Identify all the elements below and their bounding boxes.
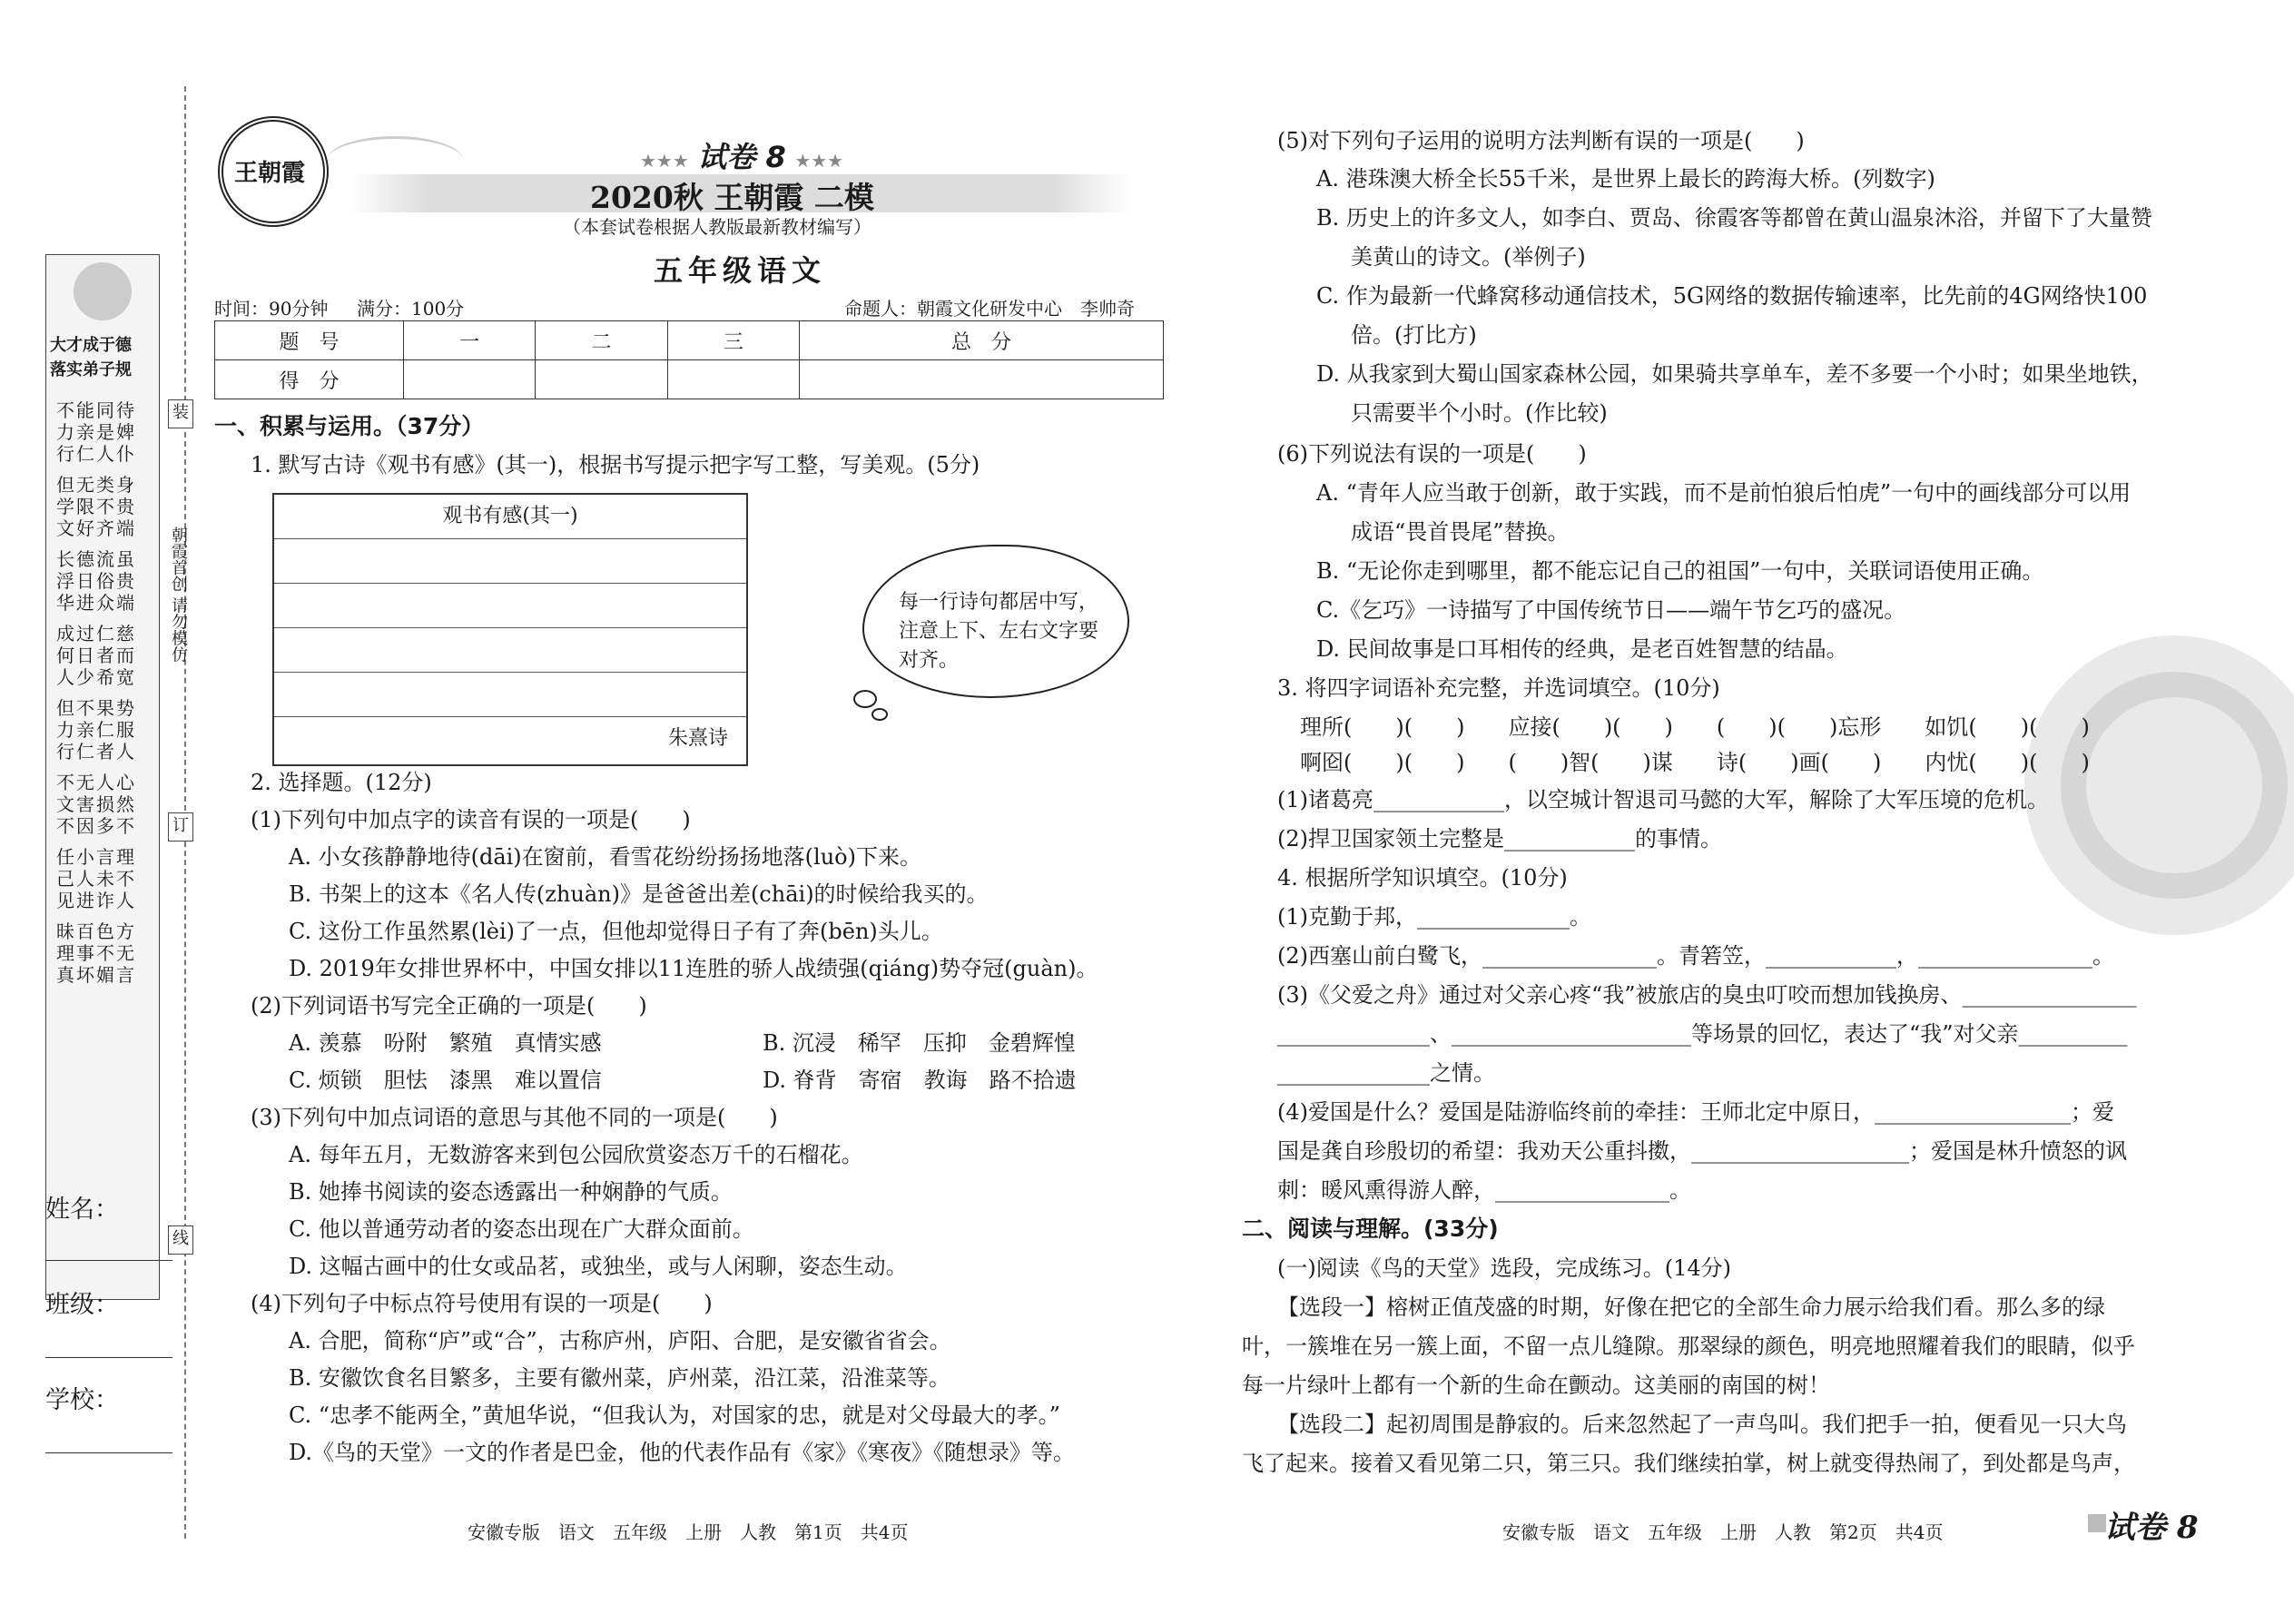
score-cell: 三 [667, 321, 799, 360]
q3-idiom-row-2[interactable]: 啊囵( )( ) ( )智( )谋 诗( )画( ) 内忧( )( ) [1300, 750, 2090, 775]
q5-option-d[interactable]: D. 从我家到大蜀山国家森林公园，如果骑共享单车，差不多要一个小时；如果坐地铁， [1316, 361, 2153, 387]
passage-1-line: 【选段一】榕树正值茂盛的时期，好像在把它的全部生命力展示给我们看。那么多的绿 [1277, 1294, 2105, 1320]
question-3: 3. 将四字词语补充完整，并选词填空。(10分) [1277, 675, 1720, 701]
q5-option-c[interactable]: C. 作为最新一代蜂窝移动通信技术，5G网络的数据传输速率，比先前的4G网络快100 [1316, 283, 2148, 309]
class-field[interactable] [45, 1357, 172, 1358]
q2-3-option-d[interactable]: D. 这幅古画中的仕女或品茗，或独坐，或与人闲聊，姿态生动。 [289, 1254, 908, 1279]
q6-option-d[interactable]: D. 民间故事是口耳相传的经典，是老百姓智慧的结晶。 [1316, 636, 1848, 662]
q4-fill-4-cont[interactable]: 国是龚自珍殷切的希望：我劝天公重抖擞，____________________；爱国是林升愤怒的讽 [1277, 1138, 2127, 1164]
poem-line[interactable] [274, 539, 746, 584]
q5-option-d-cont: 只需要半个小时。(作比较) [1351, 400, 1608, 426]
q4-fill-1[interactable]: (1)克勤于邦，______________。 [1277, 904, 1591, 930]
passage-1-line: 叶，一簇堆在另一簇上面，不留一点儿缝隙。那翠绿的颜色，明亮地照耀着我们的眼睛，似乎 [1242, 1334, 2135, 1359]
poem-writing-box[interactable] [272, 493, 748, 766]
name-label: 姓名： [45, 1196, 119, 1224]
passage-1-line: 每一片绿叶上都有一个新的生命在颤动。这美丽的南国的树！ [1242, 1373, 1830, 1398]
tip-text: 每一行诗句都居中写，注意上下、左右文字要对齐。 [899, 591, 1099, 672]
q6-option-a[interactable]: A. “青年人应当敢于创新，敢于实践，而不是前怕狼后怕虎”一句中的画线部分可以用 [1316, 480, 2132, 506]
motto-1: 大才成于德 [50, 336, 132, 355]
q5-stem: (5)对下列句子运用的说明方法判断有误的一项是( ) [1277, 128, 1805, 153]
q3-idiom-row-1[interactable]: 理所( )( ) 应接( )( ) ( )( )忘形 如饥( )( ) [1300, 714, 2090, 740]
proverb-line: 任小言理 [56, 846, 136, 868]
q2-4-option-b[interactable]: B. 安徽饮食名目繁多，主要有徽州菜，庐州菜，沿江菜，沿淮菜等。 [289, 1365, 950, 1391]
q2-1-option-b[interactable]: B. 书架上的这本《名人传(zhuàn)》是爸爸出差(chāi)的时候给我买的。 [289, 881, 989, 907]
q2-2-option-a[interactable]: A. 羡慕 吩附 繁殖 真情实感 [289, 1030, 602, 1056]
score-cell: 二 [536, 321, 667, 360]
score-cell: 题 号 [215, 321, 404, 360]
q2-1-option-c[interactable]: C. 这份工作虽然累(lèi)了一点，但他却觉得日子有了奔(bēn)头儿。 [289, 919, 943, 944]
full-score: 满分：100分 [357, 298, 465, 320]
q6-option-c[interactable]: C.《乞巧》一诗描写了中国传统节日——端午节乞巧的盛况。 [1316, 597, 1906, 623]
proverb-line: 学限不贵 [56, 496, 136, 517]
poem-title: 观书有感(其一) [274, 495, 746, 539]
author-line: 命题人：朝霞文化研发中心 李帅奇 [844, 298, 1135, 320]
q4-fill-3-end[interactable]: ______________之情。 [1277, 1060, 1495, 1086]
q2-4-option-d[interactable]: D.《鸟的天堂》一文的作者是巴金，他的代表作品有《家》《寒夜》《随想录》等。 [289, 1440, 1076, 1465]
question-4: 4. 根据所学知识填空。(10分) [1277, 865, 1568, 891]
q2-4-stem: (4)下列句子中标点符号使用有误的一项是( ) [251, 1291, 713, 1316]
proverb-line: 文好齐端 [56, 517, 136, 539]
score-input[interactable] [404, 360, 536, 399]
subject-grade: 五年级语文 [654, 253, 827, 288]
proverb-line: 浮日俗贵 [56, 570, 136, 592]
proverb-line: 理事不无 [56, 942, 136, 964]
q2-2-option-d[interactable]: D. 脊背 寄宿 教诲 路不拾遗 [763, 1068, 1077, 1093]
proverb-line: 见进诈人 [56, 890, 136, 911]
q2-1-option-a[interactable]: A. 小女孩静静地待(dāi)在窗前，看雪花纷纷扬扬地落(luò)下来。 [289, 844, 921, 870]
proverb-line: 力亲是婢 [56, 421, 136, 443]
proverb-line: 成过仁慈 [56, 623, 136, 645]
page-tag: 试卷 8 [2104, 1510, 2199, 1546]
proverb-line: 华进众端 [56, 592, 136, 614]
q5-option-a[interactable]: A. 港珠澳大桥全长55千米，是世界上最长的跨海大桥。(列数字) [1316, 166, 1935, 192]
q2-1-stem: (1)下列句中加点字的读音有误的一项是( ) [251, 807, 691, 832]
q3-fill-2[interactable]: (2)捍卫国家领土完整是____________的事情。 [1277, 826, 1722, 851]
q6-option-b[interactable]: B. “无论你走到哪里，都不能忘记自己的祖国”一句中，关联词语使用正确。 [1316, 558, 2044, 584]
score-input[interactable] [536, 360, 667, 399]
proverb-line: 行仁者人 [56, 741, 136, 763]
q4-fill-4[interactable]: (4)爱国是什么？爱国是陆游临终前的牵挂：王师北定中原日，__________________；爱 [1277, 1099, 2114, 1125]
binding-label-1: 装 [168, 399, 193, 428]
q2-2-stem: (2)下列词语书写完全正确的一项是( ) [251, 993, 647, 1019]
q2-1-option-d[interactable]: D. 2019年女排世界杯中，中国女排以11连胜的骄人战绩强(qiáng)势夺冠(guàn)。 [289, 956, 1098, 981]
class-label: 班级： [45, 1291, 119, 1319]
binding-label-2: 订 [168, 812, 193, 842]
logo-seal [218, 116, 329, 227]
q2-3-stem: (3)下列句中加点词语的意思与其他不同的一项是( ) [251, 1105, 778, 1130]
section-2-title: 二、阅读与理解。(33分) [1242, 1216, 1499, 1242]
poem-line[interactable] [274, 673, 746, 717]
proverb-line: 行仁人仆 [56, 443, 136, 465]
reading-1-title: (一)阅读《鸟的天堂》选段，完成练习。(14分) [1277, 1255, 1731, 1281]
q4-fill-4-end[interactable]: 刺：暖风熏得游人醉，________________。 [1277, 1177, 1691, 1203]
binding-label-3: 线 [168, 1225, 193, 1255]
page-tag-marker [2088, 1514, 2106, 1532]
time-limit: 时间：90分钟 [214, 298, 329, 320]
question-2: 2. 选择题。(12分) [251, 770, 432, 795]
poem-line[interactable] [274, 628, 746, 673]
q2-3-option-c[interactable]: C. 他以普通劳动者的姿态出现在广大群众面前。 [289, 1216, 754, 1242]
right-footer: 安徽专版 语文 五年级 上册 人教 第2页 共4页 [1502, 1521, 1944, 1543]
poem-line[interactable] [274, 584, 746, 628]
q6-stem: (6)下列说法有误的一项是( ) [1277, 441, 1587, 467]
proverb-line: 不因多不 [56, 815, 136, 837]
proverb-line: 但不果势 [56, 697, 136, 719]
q5-option-c-cont: 倍。(打比方) [1351, 322, 1477, 348]
cloud-bubble [871, 708, 888, 721]
proverb-line: 不无人心 [56, 772, 136, 793]
proverb-line: 但无类身 [56, 474, 136, 496]
motto-2: 落实弟子规 [50, 360, 132, 379]
name-field[interactable] [45, 1260, 172, 1261]
section-1-title: 一、积累与运用。（37分） [214, 413, 485, 439]
q2-4-option-c[interactable]: C. “忠孝不能两全，”黄旭华说，“但我认为，对国家的忠，就是对父母最大的孝。” [289, 1403, 1060, 1428]
header-stars [640, 134, 843, 176]
passage-2-line: 飞了起来。接着又看见第二只，第三只。我们继续拍掌，树上就变得热闹了，到处都是鸟声， [1242, 1451, 2135, 1476]
score-cell: 总 分 [799, 321, 1163, 360]
q4-fill-3-cont[interactable]: ______________、______________________等场景的回忆，表达了“我”对父亲__________ [1277, 1021, 2128, 1047]
left-footer: 安徽专版 语文 五年级 上册 人教 第1页 共4页 [468, 1521, 909, 1543]
score-header-row [215, 321, 1164, 360]
stars-left: ★★★ [640, 150, 689, 172]
exam-subtitle: （本套试卷根据人教版最新教材编写） [563, 216, 871, 238]
q3-fill-1[interactable]: (1)诸葛亮____________，以空城计智退司马懿的大军，解除了大军压境的危机。 [1277, 787, 2049, 812]
proverb-line: 真坏媚言 [56, 964, 136, 986]
q2-3-option-b[interactable]: B. 她捧书阅读的姿态透露出一种娴静的气质。 [289, 1179, 733, 1205]
proverb-block [56, 399, 151, 986]
score-value-row [215, 360, 1164, 399]
school-label: 学校： [45, 1386, 119, 1414]
question-1: 1. 默写古诗《观书有感》(其一)，根据书写提示把字写工整，写美观。(5分) [251, 452, 980, 477]
cartoon-icon [74, 262, 132, 320]
q5-option-b[interactable]: B. 历史上的许多文人，如李白、贾岛、徐霞客等都曾在黄山温泉沐浴，并留下了大量赞 [1316, 205, 2152, 231]
q6-option-a-cont: 成语“畏首畏尾”替换。 [1351, 519, 1570, 545]
vertical-note: 朝霞首创 请勿模仿 [169, 527, 188, 663]
proverb-line: 长德流虽 [56, 548, 136, 570]
proverb-line: 己人未不 [56, 868, 136, 890]
score-input[interactable] [799, 360, 1163, 399]
proverb-line: 文害损然 [56, 793, 136, 815]
proverb-line: 力亲仁服 [56, 719, 136, 741]
q4-fill-3[interactable]: (3)《父爱之舟》通过对父亲心疼“我”被旅店的臭虫叮咬而想加钱换房、________________ [1277, 982, 2137, 1008]
score-input[interactable] [667, 360, 799, 399]
q2-2-option-c[interactable]: C. 烦锁 胆怯 漆黑 难以置信 [289, 1068, 602, 1093]
proverb-line: 不能同待 [56, 399, 136, 421]
paper-label: 试卷 8 [697, 140, 786, 174]
passage-2-line: 【选段二】起初周围是静寂的。后来忽然起了一声鸟叫。我们把手一拍，便看见一只大鸟 [1277, 1412, 2127, 1437]
q2-2-option-b[interactable]: B. 沉浸 稀罕 压抑 金碧辉惶 [763, 1030, 1076, 1056]
exam-title: 2020秋 王朝霞 二模 [590, 180, 874, 215]
cloud-bubble [853, 690, 877, 708]
poem-author: 朱熹诗 [667, 727, 728, 750]
watermark-seal-ring [2061, 672, 2288, 899]
proverb-line: 何日者而 [56, 645, 136, 666]
q4-fill-2[interactable]: (2)西塞山前白鹭飞，________________。青箬笠，____________，________________。 [1277, 943, 2114, 969]
q5-option-b-cont: 美黄山的诗文。(举例子) [1351, 244, 1586, 270]
school-field[interactable] [45, 1452, 172, 1453]
score-cell: 得 分 [215, 360, 404, 399]
proverb-line: 人少希宽 [56, 666, 136, 688]
q2-4-option-a[interactable]: A. 合肥，简称“庐”或“合”，古称庐州，庐阳、合肥，是安徽省省会。 [289, 1328, 951, 1353]
logo-text: 王朝霞 [234, 160, 306, 187]
score-table [214, 320, 1164, 399]
score-cell: 一 [404, 321, 536, 360]
q2-3-option-a[interactable]: A. 每年五月，无数游客来到包公园欣赏姿态万千的石榴花。 [289, 1142, 863, 1167]
proverb-line: 昧百色方 [56, 920, 136, 942]
stars-right: ★★★ [794, 150, 844, 172]
